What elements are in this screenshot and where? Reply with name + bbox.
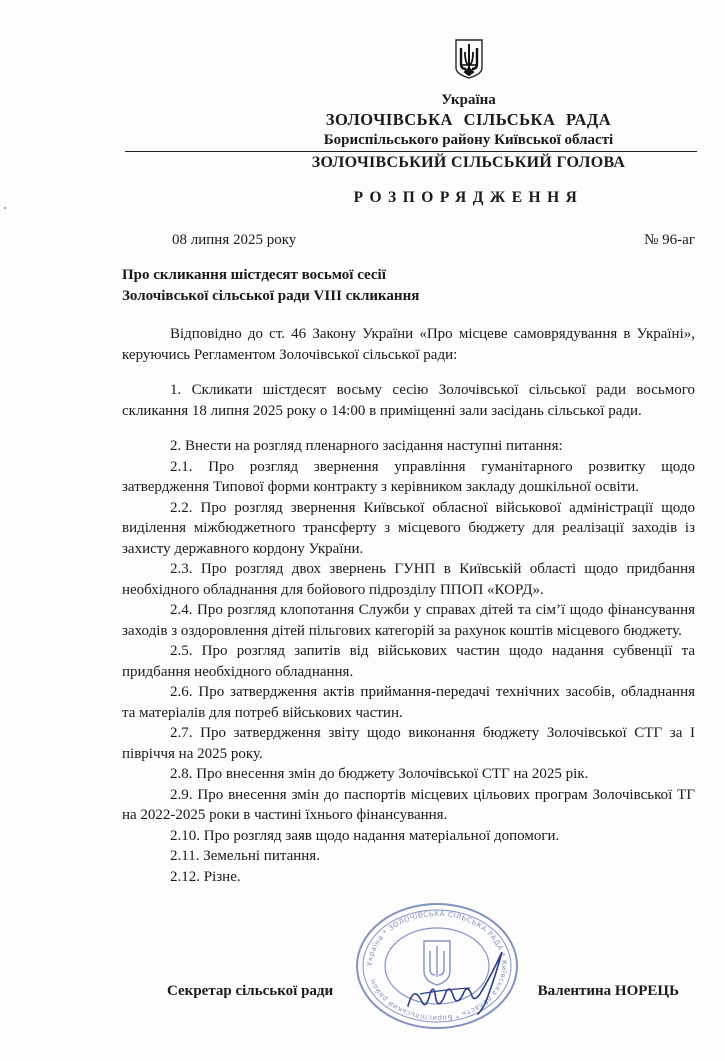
item-2-paragraph: 2. Внести на розгляд пленарного засідання наступні питання:: [170, 438, 563, 454]
agenda-item: 2.6. Про затвердження актів приймання-передачі технічних засобів, обладнання та матеріалів для потреб військових частин.: [122, 684, 695, 721]
agenda-item: 2.7. Про затвердження звіту щодо виконання бюджету Золочівської СТГ за І півріччя на 2025 року.: [122, 725, 695, 762]
document-title-line-2: Золочівської сільської ради VIII скликання: [122, 288, 420, 304]
signatory-name: Валентина НОРЕЦЬ: [537, 983, 679, 999]
item-1-paragraph: 1. Скликати шістдесят восьму сесію Золочівської сільської ради восьмого скликання 18 липня 2025 року о 14:00 в приміщенні зали засідань сільської ради.: [122, 382, 695, 419]
signature-line: [122, 981, 695, 1001]
date-number-row: [122, 230, 695, 250]
document-date: 08 липня 2025 року: [172, 232, 297, 248]
agenda-item: 2.9. Про внесення змін до паспортів місцевих цільових програм Золочівської ТГ на 2022-2025 роки в частині їхнього фінансування.: [122, 786, 695, 823]
header-village-head: ЗОЛОЧІВСЬКИЙ СІЛЬСЬКИЙ ГОЛОВА: [311, 154, 626, 171]
document-type: РОЗПОРЯДЖЕННЯ: [353, 189, 584, 206]
agenda-item: 2.10. Про розгляд заяв щодо надання матеріальної допомоги.: [170, 827, 560, 844]
agenda-item: 2.1. Про розгляд звернення управління гуманітарного розвитку щодо затвердження Типової форми контракту з керівником закладу дошкільної освіти.: [122, 458, 695, 495]
header-country: Україна: [441, 92, 496, 108]
agenda-item: 2.8. Про внесення змін до бюджету Золочівської СТГ на 2025 рік.: [170, 766, 589, 782]
stamp-and-signature: [352, 901, 522, 1031]
agenda-item: 2.11. Земельні питання.: [170, 848, 320, 864]
stamp-text: Україна * ЗОЛОЧІВСЬКА СІЛЬСЬКА РАДА * Київська область * Бориспільський район: [365, 909, 509, 1023]
emblem-row: [122, 38, 695, 85]
agenda-item: 2.2. Про розгляд звернення Київської обласної військової адміністрації щодо виділення міжбюджетного трансферту з місцевого бюджету для реалізації заходів із захисту державного кордону України.: [122, 499, 695, 557]
agenda-item: 2.12. Різне.: [170, 868, 241, 885]
header-district: Бориспільського району Київської області: [323, 132, 614, 148]
scan-speck: [4, 207, 6, 209]
signatory-role: Секретар сільської ради: [167, 983, 334, 999]
agenda-item: 2.3. Про розгляд двох звернень ГУНП в Київській області щодо придбання необхідного обладнання для бойового підрозділу ППОП «КОРД».: [122, 561, 695, 598]
signature-block: [122, 901, 695, 1031]
agenda-list: [122, 457, 695, 888]
agenda-item: 2.5. Про розгляд запитів від військових частин щодо надання субвенції та придбання необхідного обладнання.: [122, 643, 695, 680]
trident-coat-of-arms-icon: [454, 38, 484, 80]
document-title-line-1: Про скликання шістдесят восьмої сесії: [122, 267, 386, 283]
document-number: № 96-аг: [644, 232, 695, 248]
agenda-item: 2.4. Про розгляд клопотання Служби у справах дітей та сім’ї щодо фінансування заходів з оздоровлення дітей пільгових категорій за рахунок коштів місцевого бюджету.: [122, 602, 695, 639]
document-title: [122, 265, 695, 307]
header-council-name: ЗОЛОЧІВСЬКА СІЛЬСЬКА РАДА: [325, 110, 612, 129]
legal-basis-paragraph: Відповідно до ст. 46 Закону України «Про місцеве самоврядування в Україні», керуючись Регламентом Золочівської сільської ради:: [122, 326, 695, 363]
